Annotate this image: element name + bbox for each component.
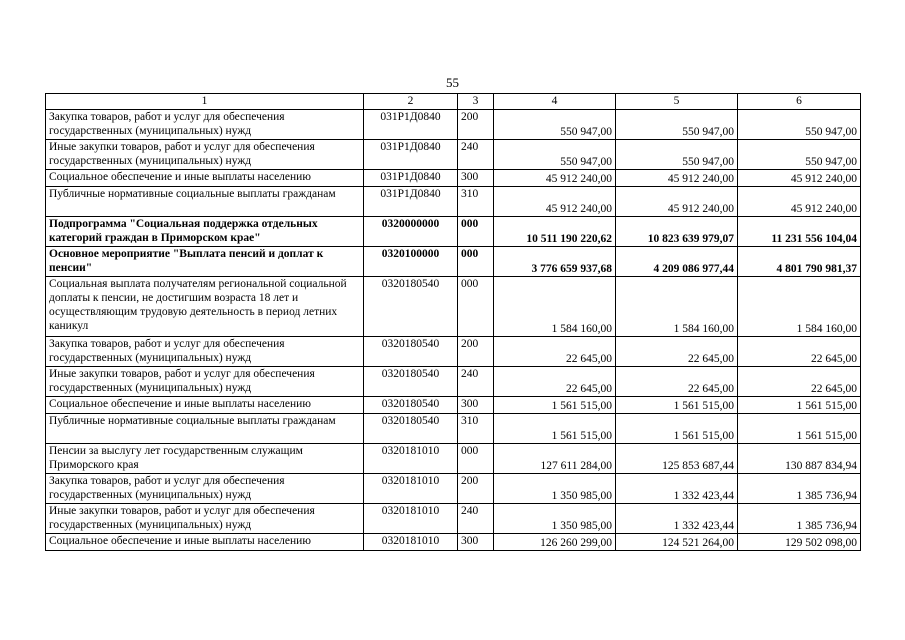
column-header: 4 — [494, 94, 616, 110]
row-code-cell: 031Р1Д0840 — [364, 187, 458, 217]
table-row — [46, 367, 861, 397]
row-value-col5: 1 332 423,44 — [616, 474, 738, 504]
row-name-cell: Социальное обеспечение и иные выплаты населению — [46, 170, 364, 187]
table-row — [46, 170, 861, 187]
row-value-col5: 45 912 240,00 — [616, 170, 738, 187]
row-value-col5: 22 645,00 — [616, 367, 738, 397]
row-type-cell: 200 — [458, 110, 494, 140]
row-value-col5: 550 947,00 — [616, 110, 738, 140]
row-value-col4: 1 561 515,00 — [494, 414, 616, 444]
row-value-col5: 10 823 639 979,07 — [616, 217, 738, 247]
row-value-col4: 22 645,00 — [494, 337, 616, 367]
row-value-col6: 45 912 240,00 — [738, 187, 861, 217]
row-code-cell: 0320181010 — [364, 534, 458, 551]
row-value-col5: 550 947,00 — [616, 140, 738, 170]
row-code-cell: 0320181010 — [364, 504, 458, 534]
table-row — [46, 397, 861, 414]
row-code-cell: 0320180540 — [364, 414, 458, 444]
row-value-col4: 22 645,00 — [494, 367, 616, 397]
table-row — [46, 444, 861, 474]
row-code-cell: 0320180540 — [364, 277, 458, 337]
column-header: 3 — [458, 94, 494, 110]
row-value-col6: 22 645,00 — [738, 367, 861, 397]
row-name-cell: Закупка товаров, работ и услуг для обеспечения государственных (муниципальных) нужд — [46, 337, 364, 367]
table-row — [46, 504, 861, 534]
row-name-cell: Закупка товаров, работ и услуг для обеспечения государственных (муниципальных) нужд — [46, 474, 364, 504]
table-header-row — [46, 94, 861, 110]
row-code-cell: 0320181010 — [364, 444, 458, 474]
page-number: 55 — [446, 75, 459, 90]
row-value-col6: 1 385 736,94 — [738, 474, 861, 504]
row-code-cell: 031Р1Д0840 — [364, 110, 458, 140]
row-value-col4: 1 584 160,00 — [494, 277, 616, 337]
row-name-cell: Основное мероприятие "Выплата пенсий и доплат к пенсии" — [46, 247, 364, 277]
row-type-cell: 240 — [458, 504, 494, 534]
table-row — [46, 277, 861, 337]
row-code-cell: 031Р1Д0840 — [364, 170, 458, 187]
row-value-col6: 1 584 160,00 — [738, 277, 861, 337]
row-code-cell: 0320180540 — [364, 367, 458, 397]
row-value-col4: 1 350 985,00 — [494, 504, 616, 534]
column-header: 6 — [738, 94, 861, 110]
row-value-col5: 1 561 515,00 — [616, 397, 738, 414]
row-type-cell: 310 — [458, 187, 494, 217]
row-value-col4: 550 947,00 — [494, 140, 616, 170]
table-row — [46, 247, 861, 277]
row-value-col5: 45 912 240,00 — [616, 187, 738, 217]
row-value-col6: 130 887 834,94 — [738, 444, 861, 474]
row-value-col6: 11 231 556 104,04 — [738, 217, 861, 247]
table-row — [46, 217, 861, 247]
row-value-col6: 129 502 098,00 — [738, 534, 861, 551]
column-header: 1 — [46, 94, 364, 110]
row-type-cell: 310 — [458, 414, 494, 444]
row-name-cell: Иные закупки товаров, работ и услуг для обеспечения государственных (муниципальных) нужд — [46, 504, 364, 534]
row-value-col4: 1 350 985,00 — [494, 474, 616, 504]
row-value-col4: 550 947,00 — [494, 110, 616, 140]
row-value-col6: 550 947,00 — [738, 140, 861, 170]
row-value-col6: 1 385 736,94 — [738, 504, 861, 534]
row-value-col5: 125 853 687,44 — [616, 444, 738, 474]
row-name-cell: Пенсии за выслугу лет государственным служащим Приморского края — [46, 444, 364, 474]
row-name-cell: Иные закупки товаров, работ и услуг для обеспечения государственных (муниципальных) нужд — [46, 367, 364, 397]
row-code-cell: 0320000000 — [364, 217, 458, 247]
row-value-col6: 45 912 240,00 — [738, 170, 861, 187]
row-value-col4: 45 912 240,00 — [494, 170, 616, 187]
table-row — [46, 474, 861, 504]
row-value-col6: 1 561 515,00 — [738, 414, 861, 444]
row-name-cell: Подпрограмма "Социальная поддержка отдельных категорий граждан в Приморском крае" — [46, 217, 364, 247]
table-row — [46, 140, 861, 170]
budget-table — [45, 93, 861, 551]
column-header: 2 — [364, 94, 458, 110]
row-type-cell: 000 — [458, 444, 494, 474]
row-value-col5: 1 584 160,00 — [616, 277, 738, 337]
row-type-cell: 300 — [458, 170, 494, 187]
row-value-col6: 550 947,00 — [738, 110, 861, 140]
row-value-col4: 3 776 659 937,68 — [494, 247, 616, 277]
row-value-col4: 127 611 284,00 — [494, 444, 616, 474]
table-row — [46, 534, 861, 551]
row-type-cell: 240 — [458, 367, 494, 397]
row-name-cell: Социальное обеспечение и иные выплаты населению — [46, 397, 364, 414]
row-code-cell: 0320180540 — [364, 397, 458, 414]
row-code-cell: 031Р1Д0840 — [364, 140, 458, 170]
row-value-col5: 124 521 264,00 — [616, 534, 738, 551]
row-type-cell: 200 — [458, 337, 494, 367]
row-name-cell: Публичные нормативные социальные выплаты гражданам — [46, 414, 364, 444]
row-type-cell: 200 — [458, 474, 494, 504]
row-type-cell: 000 — [458, 217, 494, 247]
row-name-cell: Социальное обеспечение и иные выплаты населению — [46, 534, 364, 551]
table-body — [46, 94, 861, 551]
row-value-col4: 10 511 190 220,62 — [494, 217, 616, 247]
row-name-cell: Социальная выплата получателям региональной социальной доплаты к пенсии, не достигшим возраста 18 лет и осуществляющим трудовую деятельность в период летних каникул — [46, 277, 364, 337]
row-name-cell: Закупка товаров, работ и услуг для обеспечения государственных (муниципальных) нужд — [46, 110, 364, 140]
table-row — [46, 187, 861, 217]
row-type-cell: 000 — [458, 247, 494, 277]
row-value-col4: 45 912 240,00 — [494, 187, 616, 217]
row-value-col5: 22 645,00 — [616, 337, 738, 367]
row-value-col5: 1 332 423,44 — [616, 504, 738, 534]
row-value-col6: 1 561 515,00 — [738, 397, 861, 414]
row-name-cell: Иные закупки товаров, работ и услуг для обеспечения государственных (муниципальных) нужд — [46, 140, 364, 170]
row-value-col5: 4 209 086 977,44 — [616, 247, 738, 277]
table-row — [46, 337, 861, 367]
row-code-cell: 0320180540 — [364, 337, 458, 367]
row-value-col6: 22 645,00 — [738, 337, 861, 367]
table-row — [46, 110, 861, 140]
row-value-col4: 1 561 515,00 — [494, 397, 616, 414]
row-code-cell: 0320100000 — [364, 247, 458, 277]
row-type-cell: 240 — [458, 140, 494, 170]
column-header: 5 — [616, 94, 738, 110]
row-code-cell: 0320181010 — [364, 474, 458, 504]
row-value-col5: 1 561 515,00 — [616, 414, 738, 444]
row-type-cell: 000 — [458, 277, 494, 337]
table-row — [46, 414, 861, 444]
row-value-col6: 4 801 790 981,37 — [738, 247, 861, 277]
row-type-cell: 300 — [458, 397, 494, 414]
row-value-col4: 126 260 299,00 — [494, 534, 616, 551]
row-type-cell: 300 — [458, 534, 494, 551]
row-name-cell: Публичные нормативные социальные выплаты гражданам — [46, 187, 364, 217]
